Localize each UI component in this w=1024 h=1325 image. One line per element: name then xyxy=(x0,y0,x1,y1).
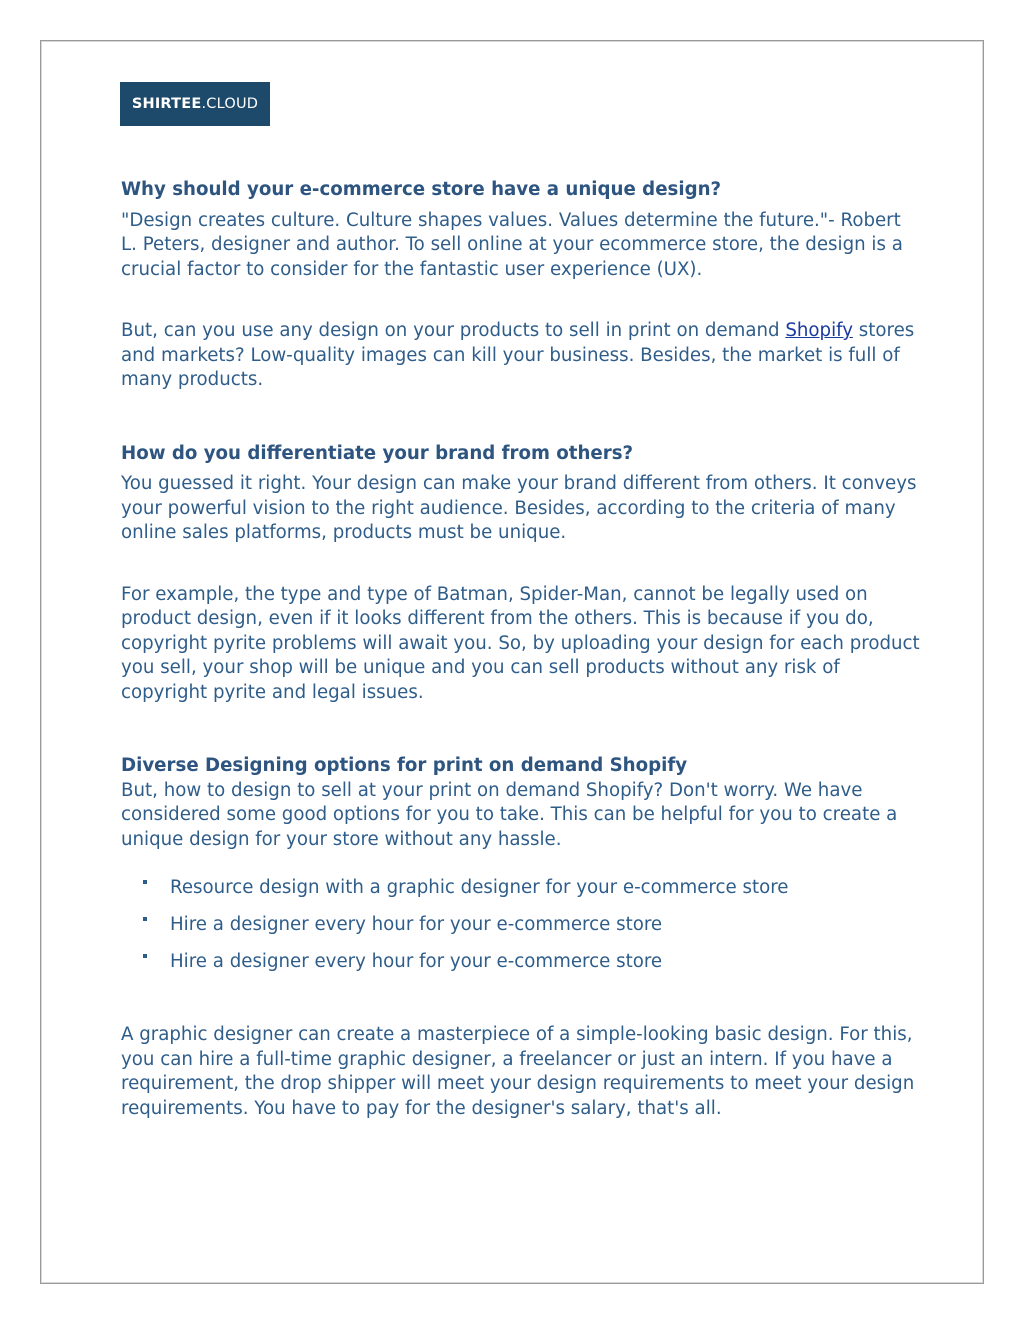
paragraph: "Design creates culture. Culture shapes values. Values determine the future."- Robert L. Peters, designer and author. To sell online at your ecommerce store, the design is a crucial factor to consider for the fantastic user experience (UX). xyxy=(121,209,903,280)
paragraph-text: But, can you use any design on your products to sell in print on demand xyxy=(121,320,786,341)
shirtee-cloud-logo xyxy=(120,82,270,126)
paragraph-text: stores and markets? Low-quality images can kill your business. Besides, the market is full of many products. xyxy=(121,320,915,390)
list-item xyxy=(121,876,921,913)
list-item-text: Hire a designer every hour for your e-commerce store xyxy=(170,914,663,935)
square-bullet-icon xyxy=(143,880,147,884)
paragraph: But, how to design to sell at your print on demand Shopify? Don't worry. We have considered some good options for you to take. This can be helpful for you to create a unique design for your store without any hassle. xyxy=(121,779,898,850)
square-bullet-icon xyxy=(143,917,147,921)
document-body xyxy=(121,178,921,1121)
bullet-list xyxy=(121,876,921,987)
section-heading: How do you differentiate your brand from others? xyxy=(121,442,634,464)
paragraph: A graphic designer can create a masterpiece of a simple-looking basic design. For this, you can hire a full-time graphic designer, a freelancer or just an intern. If you have a requirement, the drop shipper will meet your design requirements to meet your design requirements. You have to pay for the designer's salary, that's all. xyxy=(121,1024,915,1119)
paragraph: For example, the type and type of Batman, Spider-Man, cannot be legally used on product design, even if it looks different from the others. This is because if you do, copyright pyrite problems will await you. So, by uploading your design for each product you sell, your shop will be unique and you can sell products without any risk of copyright pyrite and legal issues. xyxy=(121,583,920,703)
section-heading: Diverse Designing options for print on demand Shopify xyxy=(121,755,688,776)
section-heading: Why should your e-commerce store have a unique design? xyxy=(121,179,722,200)
list-item-text: Hire a designer every hour for your e-commerce store xyxy=(170,951,663,972)
list-item xyxy=(121,950,921,987)
logo-text-domain: .CLOUD xyxy=(201,96,259,112)
paragraph xyxy=(121,319,921,393)
paragraph: You guessed it right. Your design can make your brand different from others. It conveys your powerful vision to the right audience. Besides, according to the criteria of many online sales platforms, products must be unique. xyxy=(121,473,917,543)
square-bullet-icon xyxy=(143,954,147,958)
shopify-link[interactable]: Shopify xyxy=(785,320,853,341)
logo-text-main: SHIRTEE xyxy=(131,96,202,112)
list-item-text: Resource design with a graphic designer for your e-commerce store xyxy=(170,877,789,898)
list-item xyxy=(121,913,921,950)
